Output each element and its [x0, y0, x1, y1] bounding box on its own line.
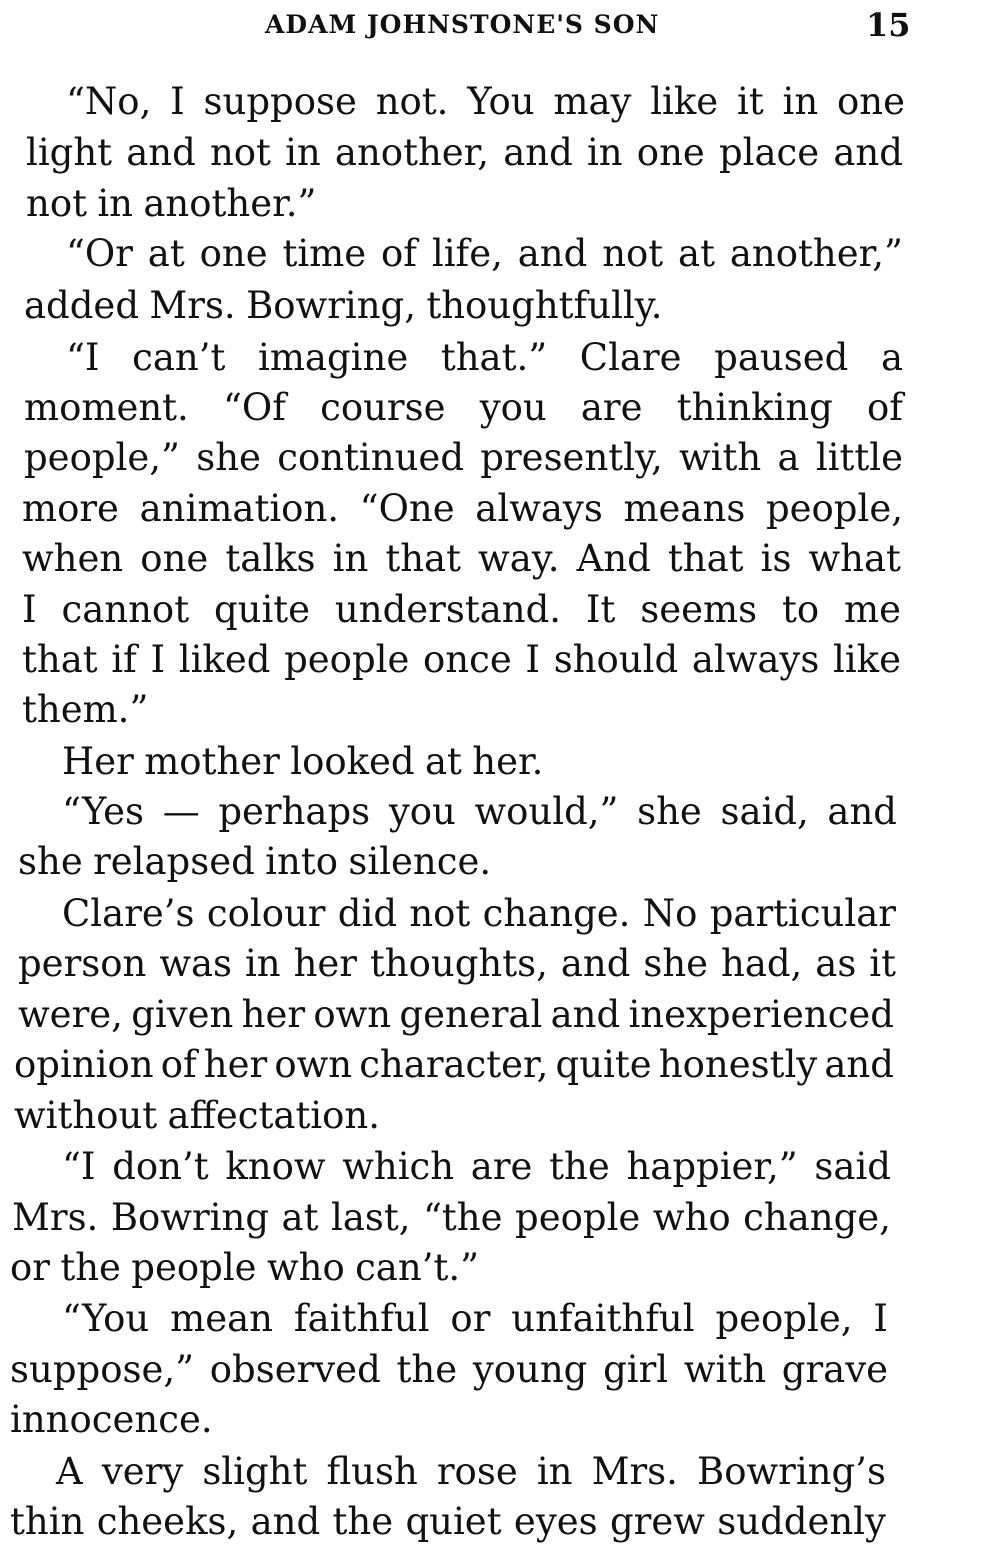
word: that: [385, 537, 461, 580]
text-line: [26, 131, 903, 175]
text-line: [66, 80, 905, 124]
word: to: [781, 588, 820, 631]
word: added: [24, 284, 140, 327]
text-line: [56, 1450, 886, 1494]
word: thoughtfully.: [426, 284, 663, 327]
word: I: [873, 1297, 888, 1340]
word: like: [832, 638, 901, 681]
word: place: [718, 131, 820, 174]
word: “Of: [222, 386, 286, 429]
text-line: [62, 1297, 888, 1341]
word: had,: [720, 942, 803, 985]
word: general: [399, 993, 543, 1036]
word: that: [22, 638, 98, 681]
word: them.”: [22, 688, 149, 731]
word: into: [265, 840, 338, 883]
word: A: [56, 1450, 83, 1493]
word: perhaps: [218, 790, 371, 833]
text-line: [22, 487, 903, 531]
word: means: [623, 487, 746, 530]
word: people: [131, 1246, 257, 1289]
word: she: [18, 840, 83, 883]
word: imagine: [258, 336, 409, 379]
word: and: [824, 1043, 894, 1086]
word: as: [815, 942, 857, 985]
word: one: [140, 537, 209, 580]
word: not: [602, 232, 664, 275]
text-line: [26, 182, 903, 226]
word: and: [550, 993, 621, 1036]
word: said: [814, 1145, 891, 1188]
text-line: [24, 436, 903, 480]
word: suppose: [203, 80, 357, 123]
word: mean: [170, 1297, 274, 1340]
word: with: [683, 1348, 767, 1391]
word: Bowring’s: [697, 1450, 886, 1493]
word: Mrs.: [12, 1196, 99, 1239]
word: eyes: [513, 1500, 598, 1543]
word: change.: [482, 892, 631, 935]
word: “I: [62, 1145, 96, 1188]
word: should: [553, 638, 679, 681]
word: which: [342, 1145, 455, 1188]
text-line: [62, 1145, 891, 1189]
word: light: [26, 131, 113, 174]
word: or: [450, 1297, 491, 1340]
word: cannot: [61, 588, 190, 631]
running-head: ADAM JOHNSTONE'S SON: [265, 10, 660, 39]
word: thoughts,: [369, 942, 548, 985]
word: animation.: [139, 487, 340, 530]
word: at: [424, 740, 462, 783]
word: said,: [720, 790, 809, 833]
page-number: 15: [866, 6, 911, 44]
word: quite: [213, 588, 311, 631]
word: can’t: [132, 336, 226, 379]
word: young: [472, 1348, 588, 1391]
word: when: [22, 537, 124, 580]
text-line: [62, 892, 896, 936]
word: and: [827, 790, 897, 833]
word: one: [199, 232, 268, 275]
text-line: [14, 1043, 894, 1087]
word: Bowring: [110, 1196, 270, 1239]
word: you: [479, 386, 547, 429]
word: liked: [178, 638, 271, 681]
word: not: [409, 892, 471, 935]
word: another,”: [729, 232, 903, 275]
word: Clare’s: [62, 892, 195, 935]
word: one: [836, 80, 905, 123]
word: person: [18, 942, 147, 985]
text-line: [22, 688, 901, 732]
word: at: [147, 232, 185, 275]
word: not: [26, 182, 87, 225]
word: faithful: [293, 1297, 430, 1340]
word: “One: [359, 487, 455, 530]
word: one: [636, 131, 705, 174]
text-line: [14, 1094, 894, 1138]
word: she: [637, 790, 702, 833]
word: may: [553, 80, 632, 123]
text-line: [10, 1348, 888, 1392]
word: who: [266, 1246, 345, 1289]
word: time: [282, 232, 367, 275]
word: in: [97, 182, 134, 225]
word: unfaithful: [511, 1297, 695, 1340]
word: were,: [18, 993, 123, 1036]
word: a: [880, 336, 903, 379]
word: not: [209, 131, 271, 174]
word: and: [126, 131, 196, 174]
word: without: [14, 1094, 158, 1137]
text-line: [22, 638, 901, 682]
word: honestly: [658, 1043, 818, 1086]
word: rose: [436, 1450, 518, 1493]
text-line: [18, 942, 896, 986]
word: and: [833, 131, 903, 174]
word: “the: [423, 1196, 503, 1239]
word: cheeks,: [96, 1500, 239, 1543]
word: suddenly: [717, 1500, 886, 1543]
word: the: [332, 1500, 394, 1543]
text-line: [18, 840, 897, 884]
word: it: [869, 942, 896, 985]
word: way.: [478, 537, 560, 580]
word: can’t.”: [355, 1246, 479, 1289]
text-line: [24, 284, 903, 328]
word: Bowring,: [246, 284, 416, 327]
word: moment.: [24, 386, 189, 429]
word: “Or: [66, 232, 133, 275]
word: was: [159, 942, 233, 985]
word: of: [867, 386, 903, 429]
word: “You: [62, 1297, 150, 1340]
word: quiet: [405, 1500, 502, 1543]
word: like: [650, 80, 719, 123]
word: in: [782, 80, 819, 123]
word: thin: [10, 1500, 85, 1543]
text-line: [24, 386, 903, 430]
word: it: [737, 80, 764, 123]
word: at: [678, 232, 715, 275]
word: she: [196, 436, 261, 479]
word: girl: [603, 1348, 669, 1391]
word: of: [381, 232, 417, 275]
word: suppose,”: [10, 1348, 195, 1391]
text-line: [62, 740, 901, 784]
word: the: [60, 1246, 121, 1289]
text-line: [66, 232, 903, 276]
word: life,: [431, 232, 503, 275]
word: in: [285, 131, 321, 174]
word: understand.: [334, 588, 562, 631]
word: a: [777, 436, 800, 479]
word: grew: [609, 1500, 705, 1543]
word: people,: [765, 487, 903, 530]
word: silence.: [348, 840, 492, 883]
word: the: [549, 1145, 610, 1188]
word: with: [679, 436, 762, 479]
word: or: [10, 1246, 50, 1289]
word: another.”: [143, 182, 317, 225]
word: flush: [326, 1450, 418, 1493]
word: paused: [714, 336, 849, 379]
word: Clare: [579, 336, 682, 379]
word: her: [241, 993, 306, 1036]
word: did: [337, 892, 398, 935]
word: that: [667, 537, 744, 580]
word: particular: [709, 892, 896, 935]
text-line: [10, 1500, 886, 1544]
word: not.: [375, 80, 449, 123]
word: of: [160, 1043, 197, 1086]
word: would,”: [474, 790, 619, 833]
word: know: [225, 1145, 326, 1188]
word: And: [576, 537, 651, 580]
word: opinion: [14, 1043, 154, 1086]
word: own: [313, 993, 392, 1036]
word: you: [388, 790, 456, 833]
word: course: [320, 386, 446, 429]
word: Her: [62, 740, 134, 783]
word: in: [332, 537, 369, 580]
word: what: [808, 537, 901, 580]
word: I: [22, 588, 37, 631]
word: colour: [206, 892, 326, 935]
word: affectation.: [167, 1094, 381, 1137]
word: looked: [290, 740, 415, 783]
word: presently,: [480, 436, 663, 479]
word: thinking: [676, 386, 833, 429]
word: the: [396, 1348, 458, 1391]
word: —: [162, 790, 200, 833]
word: quite: [555, 1043, 652, 1086]
word: her: [293, 942, 357, 985]
word: “Yes: [62, 790, 145, 833]
word: that.”: [440, 336, 548, 379]
word: people: [284, 638, 410, 681]
word: “I: [66, 336, 100, 379]
word: people,: [715, 1297, 853, 1340]
word: slight: [202, 1450, 308, 1493]
word: at: [281, 1196, 319, 1239]
word: and: [560, 942, 631, 985]
text-line: [62, 790, 897, 834]
word: once: [423, 638, 512, 681]
text-line: [12, 1196, 891, 1240]
page-header: [0, 6, 1000, 46]
word: last,: [330, 1196, 411, 1239]
word: Mrs.: [149, 284, 236, 327]
word: if: [111, 638, 137, 681]
word: grave: [781, 1348, 888, 1391]
word: inexperienced: [628, 993, 894, 1036]
word: and: [503, 131, 573, 174]
word: change,: [743, 1196, 891, 1239]
word: seems: [640, 588, 758, 631]
word: her: [203, 1043, 268, 1086]
word: own: [274, 1043, 353, 1086]
word: she: [643, 942, 709, 985]
word: Mrs.: [591, 1450, 678, 1493]
word: mother: [144, 740, 280, 783]
word: innocence.: [10, 1398, 213, 1441]
word: character,: [359, 1043, 549, 1086]
word: always: [691, 638, 820, 681]
word: people: [515, 1196, 641, 1239]
word: are: [580, 386, 643, 429]
text-line: [66, 336, 903, 380]
word: in: [244, 942, 281, 985]
word: given: [131, 993, 234, 1036]
word: continued: [277, 436, 465, 479]
word: people,”: [24, 436, 180, 479]
word: relapsed: [93, 840, 255, 883]
text-line: [10, 1246, 891, 1290]
word: observed: [209, 1348, 381, 1391]
word: her.: [472, 740, 544, 783]
word: very: [101, 1450, 184, 1493]
word: happier,”: [626, 1145, 798, 1188]
text-line: [10, 1398, 888, 1442]
word: in: [536, 1450, 573, 1493]
word: You: [467, 80, 535, 123]
text-line: [22, 588, 901, 632]
word: little: [815, 436, 903, 479]
word: is: [760, 537, 792, 580]
word: “No,: [66, 80, 152, 123]
text-line: [18, 993, 894, 1037]
word: don’t: [112, 1145, 209, 1188]
text-line: [22, 537, 901, 581]
word: I: [170, 80, 185, 123]
word: I: [150, 638, 166, 681]
word: are: [470, 1145, 533, 1188]
word: I: [525, 638, 541, 681]
word: in: [586, 131, 623, 174]
word: more: [22, 487, 119, 530]
word: another,: [334, 131, 490, 174]
word: and: [517, 232, 588, 275]
word: who: [652, 1196, 731, 1239]
word: always: [475, 487, 603, 530]
word: me: [843, 588, 901, 631]
word: No: [642, 892, 698, 935]
word: talks: [225, 537, 316, 580]
word: and: [250, 1500, 321, 1543]
word: It: [585, 588, 616, 631]
